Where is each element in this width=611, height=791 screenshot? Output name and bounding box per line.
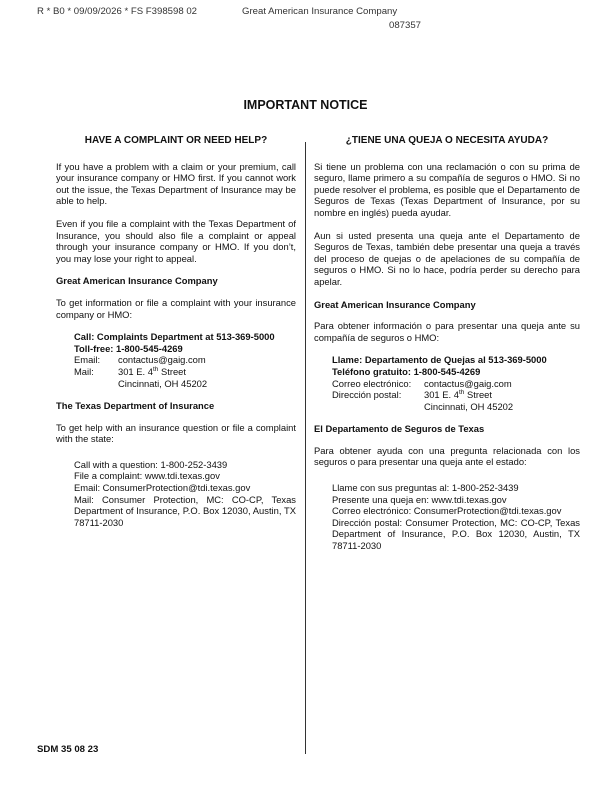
spanish-paragraph-1: Si tiene un problema con una reclamación o con su prima de seguro, llame primero a su compañía de seguros o HMO. Si no puede resolver el problema, es posible que el Departamento de Seguros de Texas (Texas Department of Insurance, por su nombre en inglés) pueda ayudar. xyxy=(314,160,580,218)
form-number-footer: SDM 35 08 23 xyxy=(37,744,99,755)
english-tdi-file[interactable]: File a complaint: www.tdi.texas.gov xyxy=(74,470,220,482)
english-tdi-heading: The Texas Department of Insurance xyxy=(56,400,215,412)
spanish-company-contact xyxy=(332,354,580,412)
english-company-intro: To get information or file a complaint with your insurance company or HMO: xyxy=(56,296,296,320)
spanish-tollfree: Teléfono gratuito: 1-800-545-4269 xyxy=(332,365,481,377)
english-email-label: Email: xyxy=(74,354,101,366)
spanish-company-intro: Para obtener información o para presentar una queja ante su compañía de seguros o HMO: xyxy=(314,320,580,343)
spanish-mail-ordinal: th xyxy=(458,388,465,396)
spanish-tdi-file[interactable]: Presente una queja en: www.tdi.texas.gov xyxy=(332,493,507,505)
spanish-heading: ¿TIENE UNA QUEJA O NECESITA AYUDA? xyxy=(345,135,549,146)
english-paragraph-2: Even if you file a complaint with the Texas Department of Insurance, you should also file a complaint or appeal through your insurance company or HMO. If you don’t, you may lose your right to appeal. xyxy=(56,217,296,264)
spanish-tdi-call: Llame con sus preguntas al: 1-800-252-3439 xyxy=(332,482,519,494)
english-call: Call: Complaints Department at 513-369-5000 xyxy=(74,331,275,343)
spanish-paragraph-2: Aun si usted presenta una queja ante el Departamento de Seguros de Texas, también debe presentar una queja a través del proceso de quejas o de apelaciones de su compañía de seguros o HMO. Si no lo hace, podría perder su derecho para apelar. xyxy=(314,229,580,287)
spanish-mail-row xyxy=(332,389,580,412)
english-mail-row xyxy=(74,366,296,389)
english-column xyxy=(56,135,296,528)
spanish-mail-street-num: 301 E. 4 xyxy=(424,389,459,401)
spanish-column xyxy=(314,135,580,552)
spanish-tdi-intro: Para obtener ayuda con una pregunta relacionada con los seguros o para presentar una queja ante el estado: xyxy=(314,444,580,468)
spanish-tdi-mail: Dirección postal: Consumer Protection, MC: CO-CP, Texas Department of Insurance, P.O. Box 12030, Austin, TX 78711-2030 xyxy=(332,516,580,552)
spanish-tdi-contact xyxy=(332,482,580,552)
english-tdi-mail: Mail: Consumer Protection, MC: CO-CP, Texas Department of Insurance, P.O. Box 12030, Austin, TX 78711-2030 xyxy=(74,493,296,528)
english-email-row xyxy=(74,354,296,366)
english-company-heading: Great American Insurance Company xyxy=(56,275,218,287)
spanish-email-label: Correo electrónico: xyxy=(332,377,412,389)
header-form-code: R * B0 * 09/09/2026 * FS F398598 02 xyxy=(37,6,198,17)
english-tdi-contact xyxy=(74,459,296,529)
spanish-email-row xyxy=(332,378,580,390)
english-mail-label: Mail: xyxy=(74,365,94,377)
english-tdi-call: Call with a question: 1-800-252-3439 xyxy=(74,458,228,470)
english-tdi-intro: To get help with an insurance question or file a complaint with the state: xyxy=(56,421,296,445)
english-paragraph-1: If you have a problem with a claim or your premium, call your insurance company or HMO first. If you cannot work out the issue, the Texas Department of Insurance may be able to help. xyxy=(56,160,296,207)
spanish-call: Llame: Departamento de Quejas al 513-369-5000 xyxy=(332,354,547,366)
english-mail-city: Cincinnati, OH 45202 xyxy=(118,377,208,389)
english-company-contact xyxy=(74,331,296,389)
english-tdi-email[interactable]: Email: ConsumerProtection@tdi.texas.gov xyxy=(74,482,251,494)
spanish-mail-label: Dirección postal: xyxy=(332,389,402,401)
english-mail-street: Street xyxy=(158,365,186,377)
header-company: Great American Insurance Company xyxy=(242,6,398,17)
spanish-mail-street: Street xyxy=(464,389,492,401)
english-mail-ordinal: th xyxy=(152,365,159,373)
spanish-mail-address xyxy=(424,389,513,412)
spanish-tdi-email[interactable]: Correo electrónico: ConsumerProtection@tdi.texas.gov xyxy=(332,505,562,517)
english-mail-address xyxy=(118,366,207,389)
english-heading: HAVE A COMPLAINT OR NEED HELP? xyxy=(84,135,268,146)
header-number: 087357 xyxy=(389,20,422,31)
column-divider xyxy=(305,142,306,754)
spanish-mail-city: Cincinnati, OH 45202 xyxy=(424,400,514,412)
page-title: IMPORTANT NOTICE xyxy=(243,98,368,112)
english-tollfree: Toll-free: 1-800-545-4269 xyxy=(74,342,183,354)
english-email[interactable]: contactus@gaig.com xyxy=(118,354,206,366)
spanish-company-heading: Great American Insurance Company xyxy=(314,298,476,310)
spanish-email[interactable]: contactus@gaig.com xyxy=(424,377,512,389)
english-mail-street-num: 301 E. 4 xyxy=(118,365,153,377)
spanish-tdi-heading: El Departamento de Seguros de Texas xyxy=(314,423,485,435)
